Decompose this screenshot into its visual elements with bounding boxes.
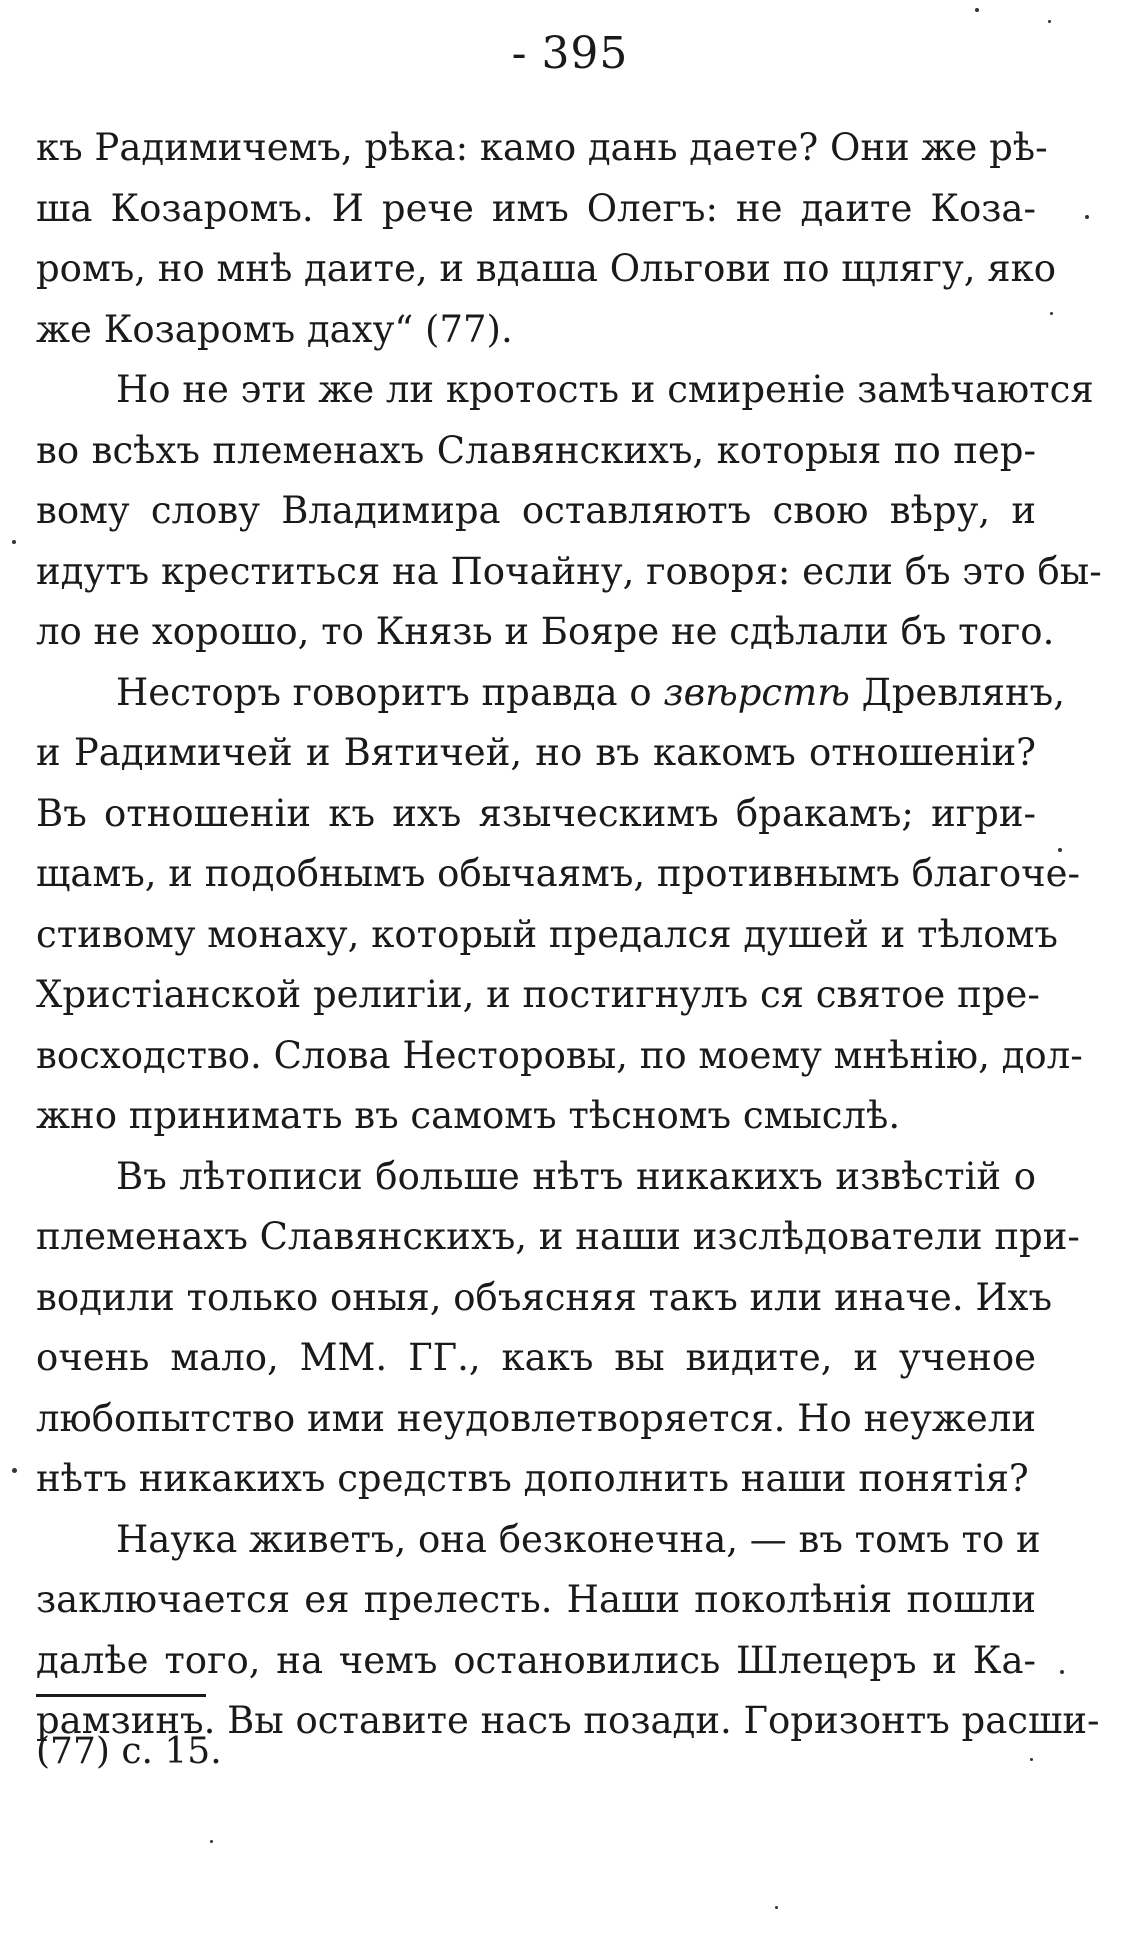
footnote: (77) с. 15. [36,1731,222,1772]
text-line: рамзинъ. Вы оставите насъ позади. Горизонтъ расши- [36,1699,1100,1742]
scan-speck [12,1468,17,1473]
text-line: нѣтъ никакихъ средствъ дополнить наши понятія? [36,1457,1029,1500]
text-segment: Несторъ говоритъ правда о [116,670,664,714]
scan-speck [1050,312,1053,315]
page-number-value: 395 [541,28,629,79]
text-line: Но не эти же ли кротость и смиреніе замѣчаются [116,368,1094,411]
scan-speck [1085,215,1089,219]
text-line: идутъ креститься на Почайну, говоря: если бъ это бы- [36,549,1102,593]
text-line: Въ отношеніи къ ихъ языческимъ бракамъ; игри- [36,791,1036,835]
scan-speck [1048,20,1051,23]
text-line: заключается ея прелесть. Наши поколѣнія пошли [36,1578,1036,1621]
scan-speck [12,540,16,544]
text-line: вому слову Владимира оставляютъ свою вѣру, и [36,489,1036,532]
text-line: ша Козаромъ. И рече имъ Олегъ: не даите Коза- [36,186,1036,230]
scan-speck [975,8,979,12]
page-number [0,28,1140,79]
text-line: любопытство ими неудовлетворяется. Но неужели [36,1396,1036,1440]
text-line: во всѣхъ племенахъ Славянскихъ, которыя по пер- [36,428,1036,472]
text-line: же Козаромъ даху“ (77). [36,307,513,351]
footnote-divider [36,1694,206,1697]
text-line [36,663,1065,724]
page-number-dash: - [511,28,528,79]
body-text [36,118,1102,1752]
text-line: далѣе того, на чемъ остановились Шлецеръ и Ка- [36,1638,1036,1682]
scan-speck [1030,1758,1033,1761]
text-line: къ Радимичемъ, рѣка: камо дань даете? Они же рѣ- [36,126,1048,169]
scan-speck [1060,1670,1064,1674]
text-line: очень мало, ММ. ГГ., какъ вы видите, и ученое [36,1336,1036,1379]
text-line: ло не хорошо, то Князь и Бояре не сдѣлали бъ того. [36,610,1055,653]
text-segment: Древлянъ, [849,670,1065,714]
text-line: щамъ, и подобнымъ обычаямъ, противнымъ благоче- [36,852,1081,895]
scan-speck [210,1840,213,1843]
text-line: ромъ, но мнѣ даите, и вдаша Ольгови по щлягу, яко [36,247,1056,290]
text-line: племенахъ Славянскихъ, и наши изслѣдователи при- [36,1215,1080,1258]
text-line: Христіанской религіи, и постигнулъ ся святое пре- [36,973,1040,1016]
text-line: Въ лѣтописи больше нѣтъ никакихъ извѣстій о [116,1154,1036,1198]
text-line: восходство. Слова Несторовы, по моему мнѣнію, дол- [36,1033,1083,1077]
scan-speck [1058,848,1062,852]
text-line: и Радимичей и Вятичей, но въ какомъ отношеніи? [36,731,1036,774]
scan-speck [775,1906,778,1909]
text-line: водили только оныя, объясняя такъ или иначе. Ихъ [36,1275,1053,1319]
italic-word: звѣрстѣ [663,670,850,714]
text-line: стивому монаху, который предался душей и тѣломъ [36,912,1058,956]
text-line: жно принимать въ самомъ тѣсномъ смыслѣ. [36,1094,901,1137]
text-line: Наука живетъ, она безконечна, — въ томъ то и [116,1517,1041,1561]
